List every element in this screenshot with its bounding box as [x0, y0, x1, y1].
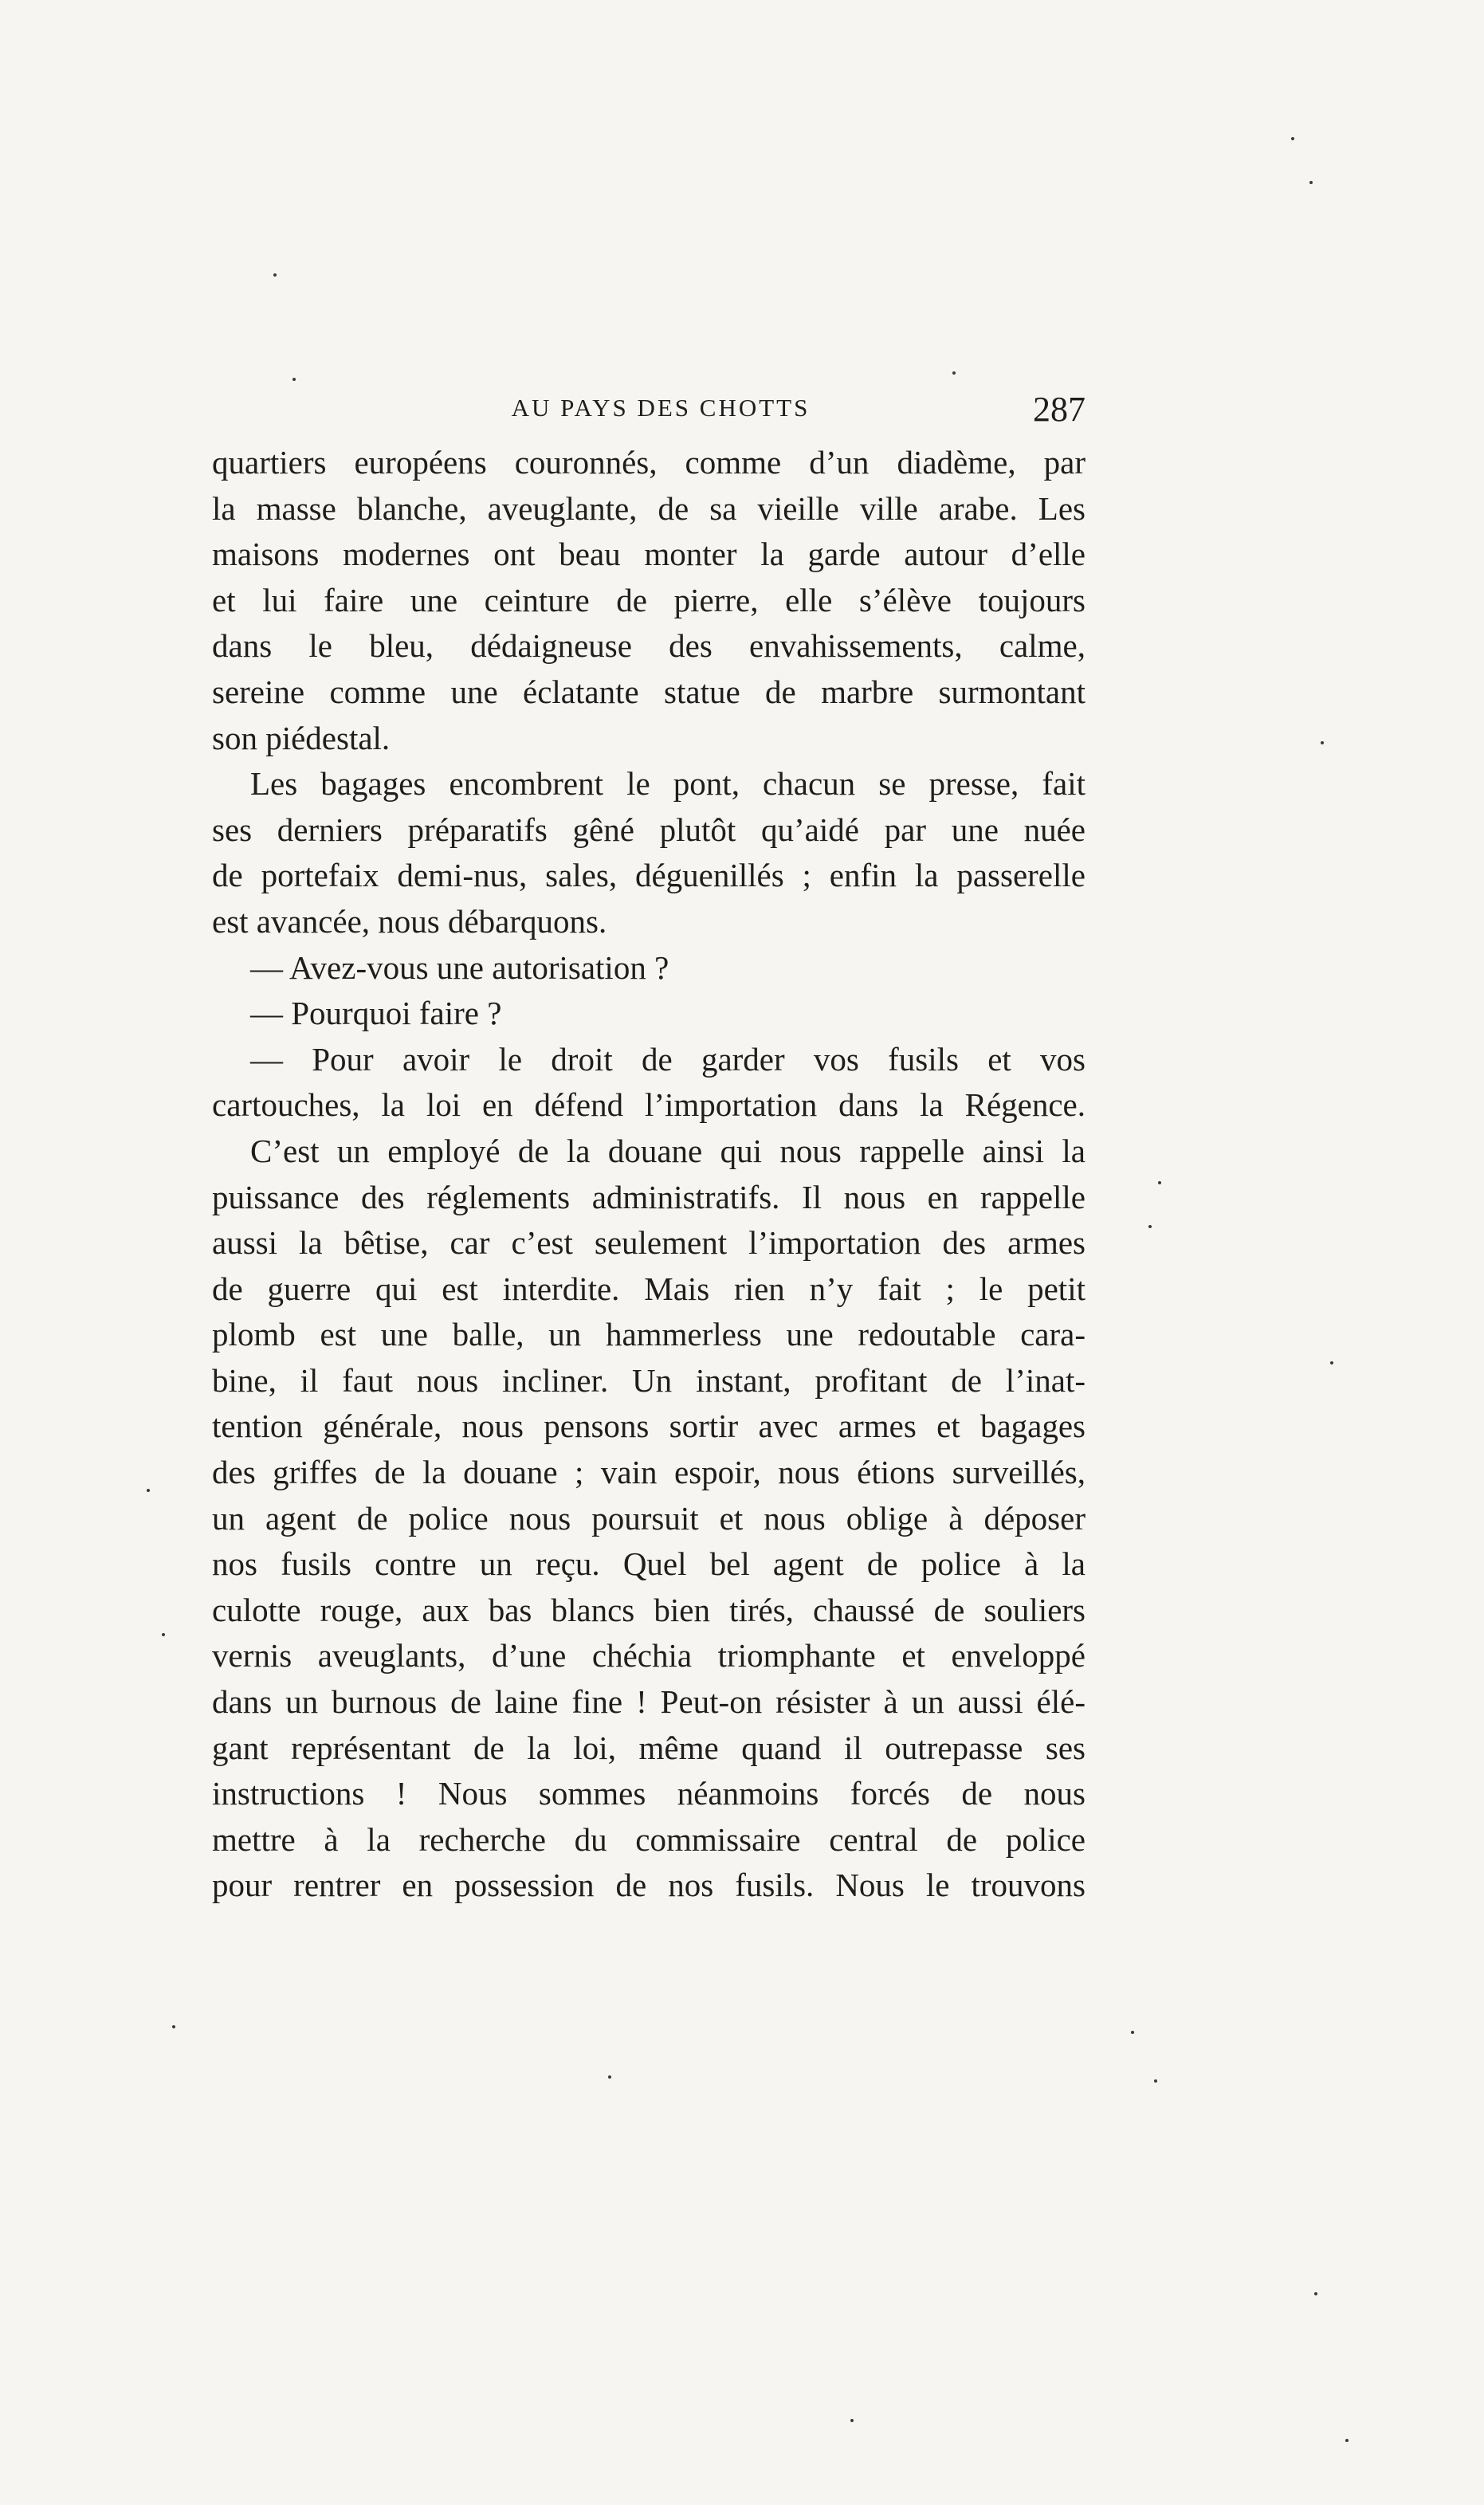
text-line: Les bagages encombrent le pont, chacun se presse, fait [250, 765, 1086, 803]
scan-speck [1158, 1181, 1161, 1184]
text-line: des griffes de la douane ; vain espoir, nous étions surveillés, [212, 1454, 1086, 1491]
text-line: tention générale, nous pensons sortir avec armes et bagages [212, 1408, 1086, 1445]
text-line: gant représentant de la loi, même quand il outrepasse ses [212, 1729, 1086, 1766]
running-title: AU PAYS DES CHOTTS [511, 394, 811, 422]
text-line: quartiers européens couronnés, comme d’un diadème, par [212, 444, 1086, 481]
text-line: puissance des réglements administratifs. Il nous en rappelle [212, 1178, 1086, 1215]
scan-speck [1291, 137, 1294, 140]
text-line: instructions ! Nous sommes néanmoins forcés de nous [212, 1775, 1086, 1812]
text-line: mettre à la recherche du commissaire central de police [212, 1820, 1086, 1858]
text-line: plomb est une balle, un hammerless une redoutable cara- [212, 1316, 1086, 1353]
scan-speck [1345, 2439, 1349, 2442]
text-line: maisons modernes ont beau monter la garde autour d’elle [212, 536, 1086, 573]
text-line: un agent de police nous poursuit et nous oblige à déposer [212, 1499, 1086, 1537]
text-line: son piédestal. [212, 719, 391, 756]
scan-speck [1131, 2031, 1134, 2034]
text-line: cartouches, la loi en défend l’importation dans la Régence. [212, 1086, 1086, 1124]
scan-speck [850, 2419, 854, 2422]
text-line: de portefaix demi-nus, sales, déguenillés ; enfin la passerelle [212, 857, 1086, 894]
scan-speck [1330, 1361, 1333, 1364]
text-line: la masse blanche, aveuglante, de sa vieille ville arabe. Les [212, 489, 1086, 527]
body-text [212, 440, 1086, 1909]
scan-speck [1148, 1225, 1152, 1228]
scan-speck [1321, 741, 1324, 744]
text-line: dans le bleu, dédaigneuse des envahissements, calme, [212, 627, 1086, 665]
text-line: aussi la bêtise, car c’est seulement l’importation des armes [212, 1224, 1086, 1262]
text-line: pour rentrer en possession de nos fusils. Nous le trouvons [212, 1867, 1086, 1904]
text-line: vernis aveuglants, d’une chéchia triomphante et enveloppé [212, 1637, 1086, 1675]
scan-speck [952, 371, 956, 375]
scan-speck [147, 1489, 150, 1492]
text-line: nos fusils contre un reçu. Quel bel agent de police à la [212, 1545, 1086, 1583]
scan-speck [292, 378, 296, 381]
text-line: et lui faire une ceinture de pierre, elle s’élève toujours [212, 581, 1086, 618]
text-line: C’est un employé de la douane qui nous rappelle ainsi la [250, 1132, 1086, 1169]
scan-speck [1309, 181, 1313, 184]
scan-speck [273, 273, 277, 277]
scan-speck [1314, 2292, 1317, 2295]
text-line: — Pour avoir le droit de garder vos fusils et vos [250, 1040, 1086, 1078]
text-line: de guerre qui est interdite. Mais rien n’y fait ; le petit [212, 1270, 1086, 1307]
scan-speck [172, 2025, 175, 2028]
text-line: — Pourquoi faire ? [250, 995, 502, 1032]
text-line: culotte rouge, aux bas blancs bien tirés, chaussé de souliers [212, 1591, 1086, 1628]
scan-speck [608, 2075, 611, 2079]
scan-speck [1154, 2079, 1157, 2083]
text-line: est avancée, nous débarquons. [212, 902, 607, 940]
page-number: 287 [1033, 390, 1086, 429]
scan-speck [162, 1633, 165, 1636]
text-line: — Avez-vous une autorisation ? [250, 948, 669, 986]
text-line: ses derniers préparatifs gêné plutôt qu’aidé par une nuée [212, 811, 1086, 848]
text-line: sereine comme une éclatante statue de marbre surmontant [212, 673, 1086, 710]
text-line: dans un burnous de laine fine ! Peut-on résister à un aussi élé- [212, 1683, 1086, 1721]
running-head [212, 383, 1086, 430]
text-line: bine, il faut nous incliner. Un instant, profitant de l’inat- [212, 1361, 1086, 1399]
